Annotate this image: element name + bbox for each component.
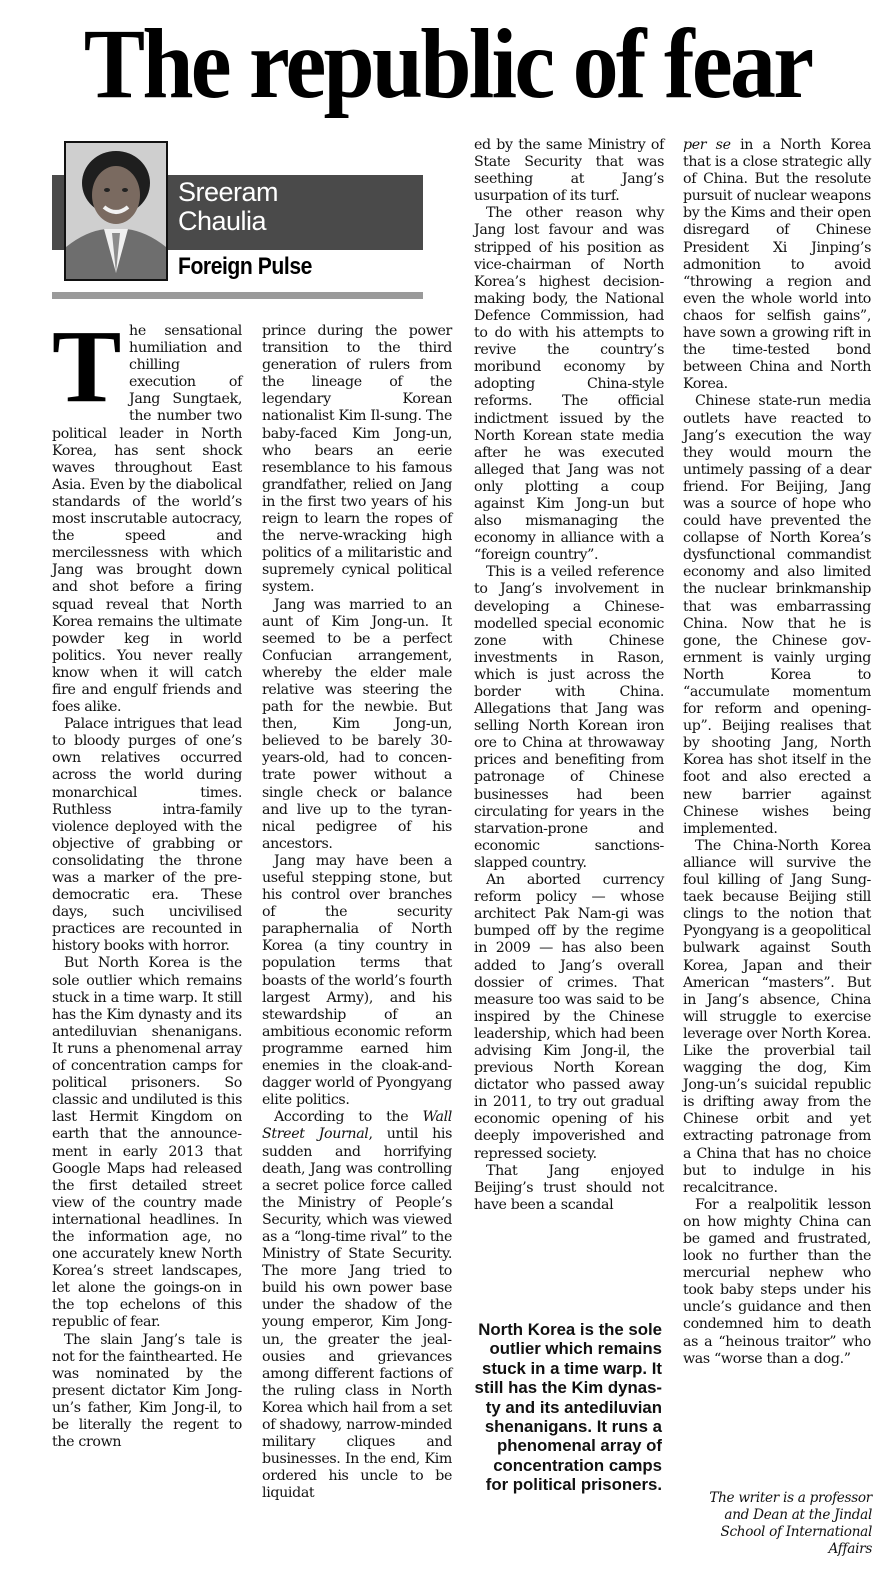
paragraph: Chinese state-run media outlets have reacted to Jang’s execution the way they would mourn the untimely passing of a dear friend. For Beijing, Jang was a source of hope who could have prevented the collapse of North Korea’s dysfunctional commandist economy and also limited the nuclear brinkmanship that was embarrassing China. Now that he is gone, the Chinese government is vainly urging North Korea to “accumulate momentum for reform and opening-up”. Beijing realises that by shooting Jang, North Korea has shot itself in the foot and also erected a new barrier against Chinese wishes being implemented. — [683, 393, 871, 837]
column-title: Foreign Pulse — [178, 253, 312, 280]
pull-quote: North Korea is the sole outlier which remains stuck in a time warp. It still has the Kim dynasty and its antediluvian shenanigans. It runs a phenomenal array of concentration camps for political prisoners. — [474, 1320, 662, 1495]
publication-name: Wall Street Journal — [262, 1109, 452, 1143]
paragraph-text: , until his sudden and horrifying death, Jang was controlling a secret police force called the Ministry of People’s Security, which was viewed as a “long-time rival” to the Ministry of State Security. The more Jang tried to build his own power base under the shadow of the young emperor, Kim Jong-un, the greater the jealousies and grievances among different factions of the ruling class in North Korea which hail from a set of shadowy, narrow-minded military cliques and businesses. In the end, Kim ordered his uncle to be liquidat — [262, 1126, 452, 1502]
author-portrait-icon — [66, 143, 166, 279]
article-column-2 — [262, 323, 452, 1573]
paragraph — [262, 1109, 452, 1502]
paragraph: The other reason why Jang lost favour and was stripped of his position as vice-chairman of North Korea’s highest decision-making body, the National Defence Commission, had to do with his attempts to revive the country’s moribund economy by adopting China-style reforms. The official indictment issued by the North Korean state media after he was executed alleged that Jang was not only plotting a coup against Kim Jong-un but also mismanaging the economy in alliance with a “foreign country”. — [474, 205, 664, 564]
paragraph: Palace intrigues that lead to bloody purges of one’s own relatives occurred across the world during monarchical times. Ruthless intra-family violence deployed with the objective of grabbing or consolidating the throne was a marker of the predemocratic era. These days, such uncivilised practices are recounted in history books with horror. — [52, 716, 242, 955]
drop-cap: T — [52, 309, 122, 424]
headline: The republic of fear — [83, 8, 812, 119]
latin-phrase: per se — [683, 137, 731, 153]
paragraph: An aborted currency reform policy — whose architect Pak Nam-gi was bumped off by the regime in 2009 — has also been added to Jang’s overall dossier of crimes. That measure too was said to be inspired by the Chinese leadership, which had been advising Kim Jong-il, the previous North Korean dictator who passed away in 2011, to try out gradual economic opening of his deeply impoverished and repressed society. — [474, 872, 664, 1162]
writer-bio-note: The writer is a professor and Dean at the Jindal School of International Affairs — [709, 1490, 872, 1557]
paragraph: This is a veiled reference to Jang’s involvement in developing a Chinese-modelled special economic zone with Chinese investments in Rason, which is just across the border with China. Allegations that Jang was selling North Korean iron ore to China at throwaway prices and benefiting from patronage of Chinese businesses had been circulating for years in the starvation-prone and economic sanctions-slapped country. — [474, 564, 664, 871]
article-column-1 — [52, 309, 242, 1573]
article-column-3 — [474, 137, 664, 1287]
paragraph-text: he sensational humiliation and chilling execution of Jang Sungtaek, the number two political leader in North Korea, has sent shock waves throughout East Asia. Even by the diabolical standards of the world’s most inscrutable autocracy, the speed and mercilessness with which Jang was brought down and shot before a firing squad reveal that North Korea remains the ultimate powder keg in world politics. You never really know when it will catch fire and engulf friends and foes alike. — [52, 323, 242, 716]
author-first-name: Sreeram — [178, 177, 279, 207]
paragraph — [52, 309, 242, 716]
article-column-4 — [683, 137, 871, 1367]
paragraph: ed by the same Ministry of State Security that was seething at Jang’s usurpation of its turf. — [474, 137, 664, 205]
paragraph — [683, 137, 871, 393]
paragraph: Jang may have been a useful stepping stone, but his control over branches of the security paraphernalia of North Korea (a tiny country in population terms that boasts of the world’s fourth largest Army), and his stewardship of an ambitious economic reform programme earned him enemies in the cloak-and-dagger world of Pyongyang elite politics. — [262, 852, 452, 1109]
paragraph-text: According to the — [274, 1109, 423, 1126]
paragraph: The China-North Korea alliance will survive the foul killing of Jang Sung-taek because Beijing still clings to the notion that Pyongyang is a geopolitical bulwark against South Korea, Japan and their American “masters”. But in Jang’s absence, China will struggle to exercise leverage over North Korea. Like the proverbial tail wagging the dog, Kim Jong-un’s suicidal republic is drifting away from the Chinese orbit and yet extracting patronage from a China that has no choice but to indulge in his recalcitrance. — [683, 837, 871, 1196]
paragraph: Jang was married to an aunt of Kim Jong-un. It seemed to be a perfect Confucian arrangement, whereby the elder male relative was steering the path for the newbie. But then, Kim Jong-un, believed to be barely 30-years-old, had to concentrate power without a single check or balance and live up to the tyrannical pedigree of his ancestors. — [262, 596, 452, 852]
paragraph: The slain Jang’s tale is not for the fainthearted. He was nominated by the present dictator Kim Jong-un’s father, Kim Jong-il, to be literally the regent to the crown — [52, 1331, 242, 1451]
author-name — [178, 178, 418, 236]
paragraph: For a realpolitik lesson on how mighty China can be gamed and frustrated, look no further than the mercurial nephew who took baby steps under his uncle’s guidance and then condemned him to death as a “heinous traitor” who was “worse than a dog.” — [683, 1196, 871, 1367]
paragraph-text: in a North Korea that is a close strategic ally of China. But the resolute pursuit of nuclear weapons by the Kims and their open disregard of Chinese President Xi Jinping’s admonition to avoid “throwing a region and even the whole world into chaos for selfish gains”, have sown a growing rift in the time-tested bond between China and North Korea. — [683, 137, 871, 393]
paragraph: But North Korea is the sole outlier which remains stuck in a time warp. It still has the Kim dynasty and its antediluvian shenanigans. It runs a phenomenal array of concentration camps for political prisoners. So classic and undiluted is this last Hermit Kingdom on earth that the announcement in early 2013 that Google Maps had released the first detailed street view of the country made international headlines. In the information age, no one accurately knew North Korea’s street landscapes, let alone the goings-on in the top echelons of this republic of fear. — [52, 955, 242, 1331]
paragraph: prince during the power transition to the third generation of rulers from the lineage of the legendary Korean nationalist Kim Il-sung. The baby-faced Kim Jong-un, who bears an eerie resemblance to his famous grandfather, relied on Jang in the first two years of his reign to learn the ropes of the nerve-wracking high politics of a militaristic and supremely cynical political system. — [262, 323, 452, 596]
paragraph: That Jang enjoyed Beijing’s trust should not have been a scandal — [474, 1162, 664, 1213]
author-photo — [64, 141, 168, 281]
author-last-name: Chaulia — [178, 206, 267, 236]
byline-rule — [52, 292, 423, 299]
